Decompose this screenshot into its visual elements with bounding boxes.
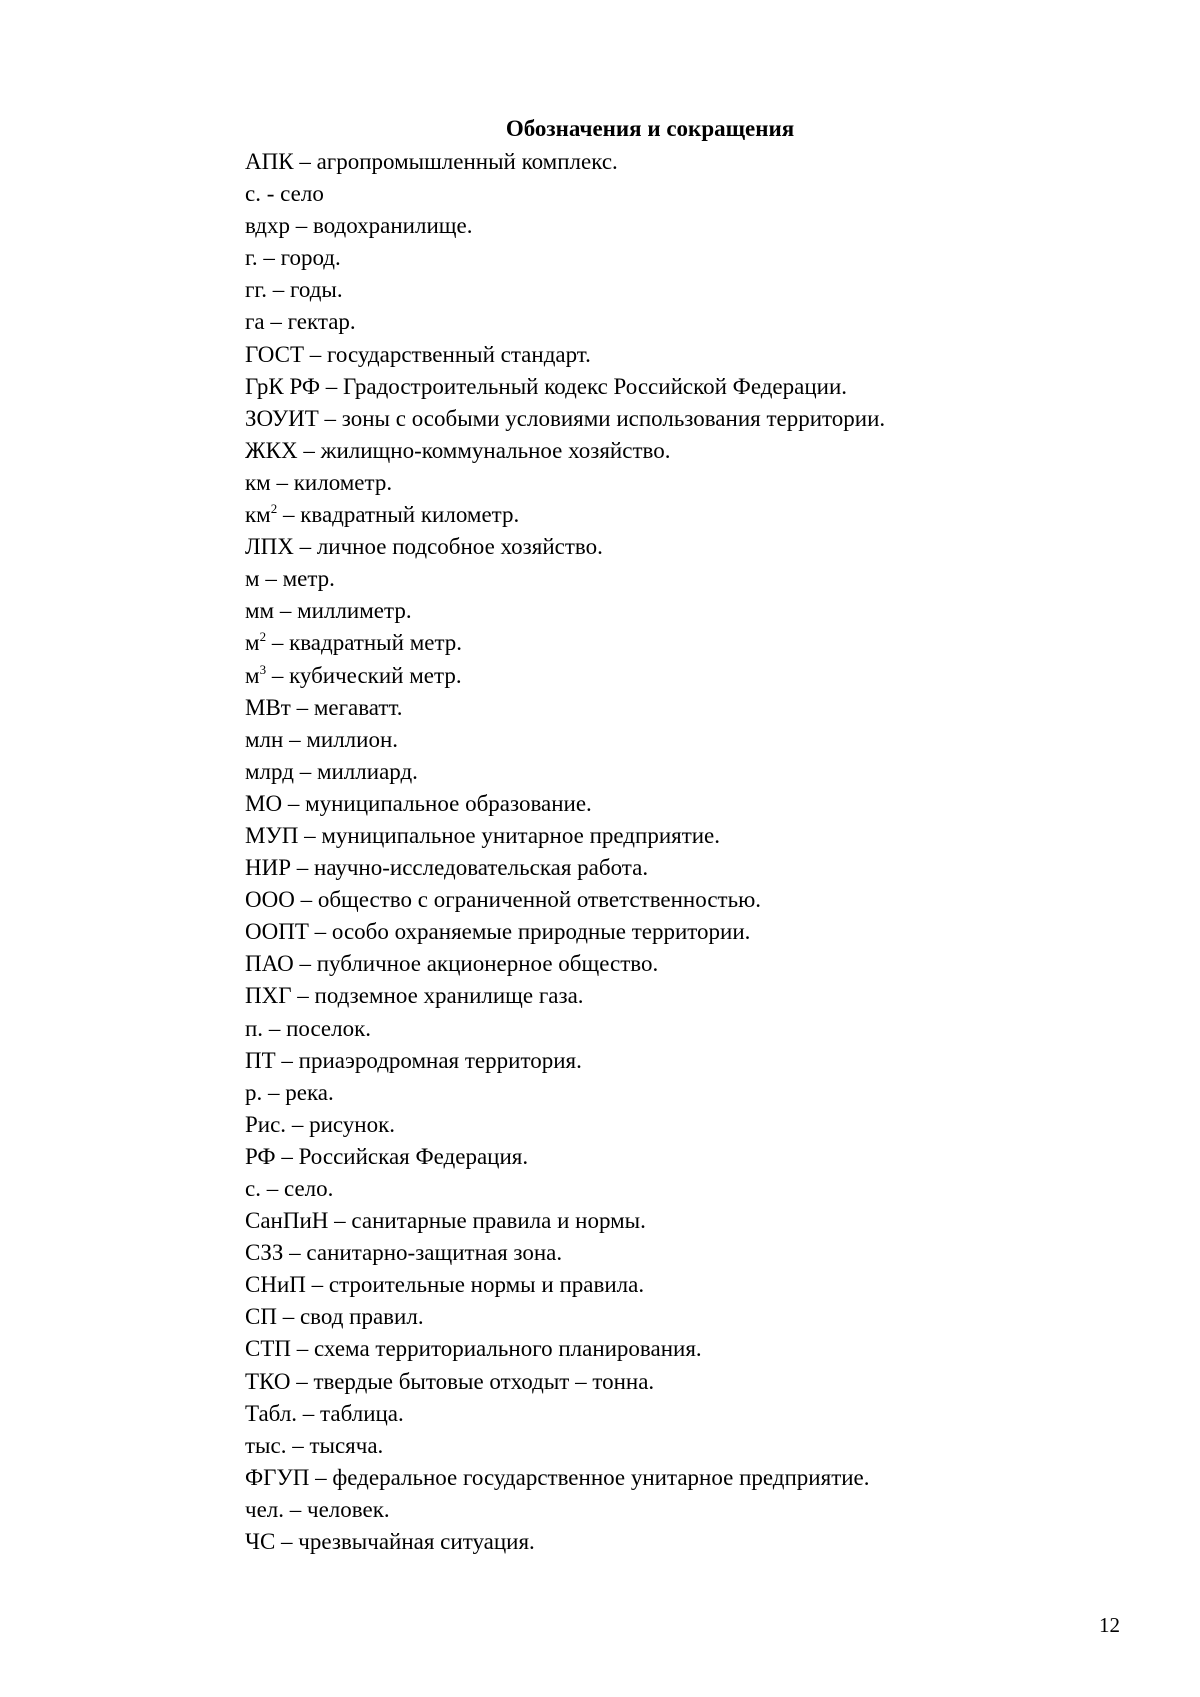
abbreviation-term: СП: [245, 1304, 277, 1330]
abbreviation-term: СТП: [245, 1336, 291, 1362]
abbreviation-entry: [245, 467, 885, 499]
abbreviation-separator: –: [308, 919, 332, 945]
abbreviation-term: ООПТ: [245, 919, 309, 945]
abbreviation-definition: свод правил.: [299, 1304, 424, 1330]
abbreviation-entry: [245, 1526, 885, 1558]
abbreviation-term: МО: [245, 790, 283, 816]
abbreviation-term: Табл.: [245, 1400, 298, 1426]
abbreviation-entry: [245, 852, 885, 884]
abbreviation-separator: –: [283, 726, 307, 752]
abbreviation-separator: –: [257, 245, 281, 271]
abbreviation-term: СанПиН: [245, 1208, 329, 1234]
abbreviation-term: гг.: [245, 277, 268, 303]
abbreviation-term: ЖКХ: [245, 437, 298, 463]
abbreviation-entry: [245, 274, 885, 306]
abbreviation-separator: –: [283, 1240, 307, 1266]
abbreviation-entry: [245, 1333, 885, 1365]
abbreviation-term: МУП: [245, 822, 299, 848]
abbreviation-separator: –: [270, 469, 294, 495]
abbreviation-definition: миллион.: [306, 726, 399, 752]
abbreviation-separator: –: [290, 213, 313, 239]
abbreviation-separator: –: [298, 822, 322, 848]
abbreviation-term: с.: [245, 1176, 261, 1201]
abbreviation-definition: приаэродромная территория.: [298, 1047, 582, 1073]
abbreviation-definition: человек.: [307, 1496, 390, 1522]
abbreviation-definition: Градостроительный кодекс Российской Федерации.: [343, 373, 848, 399]
abbreviation-term: млрд: [245, 758, 294, 784]
abbreviation-definition: научно-исследовательская работа.: [314, 855, 649, 881]
abbreviation-entry: [245, 756, 885, 788]
abbreviation-definition: публичное акционерное общество.: [316, 951, 659, 977]
abbreviation-term: ЛПХ: [245, 534, 294, 560]
abbreviation-term: км: [245, 502, 271, 528]
abbreviation-entry: [245, 1205, 885, 1237]
abbreviation-separator: –: [293, 149, 317, 174]
abbreviation-term: ЗОУИТ: [245, 405, 319, 431]
abbreviation-entry: [245, 1141, 885, 1173]
abbreviation-term: с.: [245, 181, 261, 207]
abbreviation-separator: –: [318, 405, 342, 431]
abbreviation-separator: –: [260, 1176, 284, 1201]
abbreviation-separator: –: [290, 1368, 314, 1394]
abbreviation-definition: личное подсобное хозяйство.: [316, 534, 603, 560]
abbreviation-separator: –: [291, 855, 315, 881]
abbreviation-separator: –: [297, 1400, 321, 1426]
abbreviation-entry: [245, 435, 885, 467]
abbreviation-definition: метр.: [282, 566, 335, 592]
abbreviation-term: ТКО: [245, 1368, 291, 1394]
abbreviation-entry: [245, 306, 885, 338]
abbreviation-definition: рисунок.: [309, 1111, 396, 1137]
abbreviation-entry: [245, 788, 885, 820]
abbreviation-entry: [245, 948, 885, 980]
abbreviation-definition: зоны с особыми условиями использования территории.: [341, 405, 886, 431]
abbreviation-separator: –: [277, 502, 301, 528]
abbreviation-separator: –: [309, 1464, 333, 1490]
abbreviation-entry: [245, 1109, 885, 1141]
abbreviation-definition: село: [280, 181, 324, 207]
abbreviation-definition: чрезвычайная ситуация.: [298, 1529, 535, 1555]
abbreviation-separator: –: [284, 1496, 308, 1522]
abbreviation-entry: [245, 884, 885, 916]
abbreviation-entry: [245, 916, 885, 948]
abbreviation-entry: [245, 339, 885, 371]
abbreviation-term: ПХГ: [245, 983, 292, 1009]
abbreviation-entry: [245, 660, 885, 692]
abbreviation-entry: [245, 595, 885, 627]
abbreviation-entry: [245, 1430, 885, 1462]
abbreviation-separator: –: [286, 1432, 310, 1458]
abbreviation-separator: –: [275, 1529, 299, 1555]
abbreviation-definition: гектар.: [287, 309, 356, 335]
abbreviation-term: тыс.: [245, 1432, 287, 1458]
abbreviation-separator: –: [294, 887, 318, 913]
abbreviation-term: мм: [245, 598, 275, 624]
abbreviation-definition: река.: [285, 1079, 334, 1105]
abbreviation-entry: [245, 1301, 885, 1333]
abbreviation-term: Рис.: [245, 1111, 287, 1137]
abbreviation-separator: –: [305, 1272, 329, 1298]
abbreviation-term: г.: [245, 245, 258, 271]
abbreviation-term: р.: [245, 1079, 263, 1105]
abbreviation-entry: [245, 627, 885, 659]
abbreviation-separator: –: [282, 790, 306, 816]
abbreviation-term: ПТ: [245, 1047, 276, 1073]
abbreviation-entry: [245, 980, 885, 1012]
abbreviation-definition: село.: [283, 1176, 334, 1201]
abbreviation-definition: мегаватт.: [313, 694, 403, 720]
abbreviation-entry: [245, 692, 885, 724]
abbreviation-separator: –: [275, 1143, 299, 1169]
abbreviation-term: ГОСТ: [245, 341, 305, 367]
abbreviation-term: м: [245, 630, 260, 656]
page-title: Обозначения и сокращения: [505, 116, 795, 141]
abbreviation-term: км: [245, 469, 271, 495]
abbreviation-definition: федеральное государственное унитарное предприятие.: [332, 1464, 870, 1490]
abbreviation-term: м: [245, 566, 260, 592]
abbreviation-superscript: 3: [259, 661, 267, 677]
abbreviation-definition: Российская Федерация.: [298, 1143, 529, 1169]
abbreviation-definition: миллиметр.: [297, 598, 412, 624]
abbreviation-entry: [245, 242, 885, 274]
abbreviation-term: АПК: [245, 149, 294, 174]
abbreviation-term: МВт: [245, 694, 291, 720]
abbreviation-term: СЗЗ: [245, 1240, 284, 1266]
abbreviation-entry: [245, 499, 885, 531]
abbreviation-term: п.: [245, 1015, 264, 1041]
abbreviation-separator: –: [286, 1111, 310, 1137]
abbreviation-separator: –: [266, 662, 290, 688]
abbreviation-term: ФГУП: [245, 1464, 310, 1490]
abbreviation-separator: –: [276, 1304, 300, 1330]
abbreviation-entry: [245, 724, 885, 756]
abbreviation-entry: [245, 563, 885, 595]
abbreviation-separator: –: [262, 1079, 286, 1105]
abbreviation-definition: государственный стандарт.: [327, 341, 591, 367]
abbreviation-term: вдхр: [245, 213, 290, 239]
abbreviation-term: НИР: [245, 855, 292, 881]
abbreviation-term: га: [245, 309, 265, 335]
abbreviation-definition: муниципальное образование.: [305, 790, 592, 816]
abbreviation-separator: –: [263, 1015, 287, 1041]
abbreviation-term: РФ: [245, 1143, 276, 1169]
abbreviation-definition: город.: [280, 245, 341, 271]
abbreviation-separator: -: [260, 181, 281, 207]
abbreviation-definition: общество с ограниченной ответственностью.: [317, 887, 761, 913]
abbreviation-definition: твердые бытовые отходыт – тонна.: [313, 1368, 655, 1394]
abbreviation-definition: подземное хранилище газа.: [314, 983, 584, 1009]
abbreviation-definition: агропромышленный комплекс.: [316, 149, 618, 174]
abbreviation-separator: –: [264, 309, 288, 335]
abbreviation-separator: –: [293, 758, 317, 784]
abbreviation-definition: строительные нормы и правила.: [328, 1272, 645, 1298]
abbreviation-superscript: 2: [259, 629, 267, 645]
abbreviation-separator: –: [290, 694, 314, 720]
abbreviation-separator: –: [259, 566, 283, 592]
abbreviation-list: [245, 146, 885, 1558]
abbreviation-entry: [245, 1077, 885, 1109]
abbreviation-definition: санитарно-защитная зона.: [306, 1240, 563, 1266]
abbreviation-term: ЧС: [245, 1529, 276, 1555]
abbreviation-definition: таблица.: [320, 1400, 404, 1426]
abbreviation-separator: –: [266, 630, 290, 656]
abbreviation-term: ГрК РФ: [245, 373, 321, 399]
abbreviation-entry: [245, 210, 885, 242]
abbreviation-separator: –: [275, 1047, 299, 1073]
abbreviation-term: м: [245, 662, 260, 688]
abbreviation-term: чел.: [245, 1496, 285, 1522]
abbreviation-entry: [245, 178, 885, 210]
abbreviation-definition: жилищно-коммунальное хозяйство.: [320, 437, 671, 463]
abbreviation-definition: квадратный километр.: [300, 502, 520, 528]
abbreviation-entry: [245, 1398, 885, 1430]
abbreviation-definition: водохранилище.: [313, 213, 473, 239]
abbreviation-separator: –: [293, 534, 317, 560]
abbreviation-separator: –: [293, 951, 317, 977]
abbreviation-separator: –: [304, 341, 328, 367]
abbreviation-definition: квадратный метр.: [289, 630, 463, 656]
abbreviation-entry: [245, 1494, 885, 1526]
abbreviation-separator: –: [328, 1208, 352, 1234]
abbreviation-definition: миллиард.: [316, 758, 418, 784]
abbreviation-term: ООО: [245, 887, 295, 913]
abbreviation-entry: [245, 146, 885, 178]
abbreviation-entry: [245, 1237, 885, 1269]
abbreviation-entry: [245, 820, 885, 852]
abbreviation-separator: –: [291, 983, 315, 1009]
abbreviation-definition: муниципальное унитарное предприятие.: [321, 822, 721, 848]
abbreviation-definition: схема территориального планирования.: [314, 1336, 702, 1362]
abbreviation-definition: годы.: [290, 277, 343, 303]
abbreviation-definition: кубический метр.: [289, 662, 462, 688]
abbreviation-definition: особо охраняемые природные территории.: [331, 919, 751, 945]
abbreviation-entry: [245, 531, 885, 563]
abbreviation-entry: [245, 371, 885, 403]
abbreviation-entry: [245, 1366, 885, 1398]
abbreviation-superscript: 2: [270, 501, 278, 517]
abbreviation-entry: [245, 1013, 885, 1045]
abbreviation-separator: –: [274, 598, 298, 624]
abbreviation-definition: поселок.: [286, 1015, 372, 1041]
page-number: 12: [1099, 1613, 1120, 1637]
abbreviation-separator: –: [267, 277, 291, 303]
abbreviation-entry: [245, 1462, 885, 1494]
abbreviation-separator: –: [320, 373, 344, 399]
abbreviation-definition: санитарные правила и нормы.: [351, 1208, 646, 1234]
abbreviation-definition: тысяча.: [309, 1432, 384, 1458]
abbreviation-definition: километр.: [293, 469, 393, 495]
abbreviation-entry: [245, 1269, 885, 1301]
abbreviation-term: млн: [245, 726, 284, 752]
abbreviation-term: СНиП: [245, 1272, 306, 1298]
abbreviation-entry: [245, 403, 885, 435]
abbreviation-entry: [245, 1173, 885, 1205]
abbreviation-entry: [245, 1045, 885, 1077]
abbreviation-separator: –: [297, 437, 321, 463]
abbreviation-term: ПАО: [245, 951, 294, 977]
abbreviation-separator: –: [291, 1336, 314, 1362]
